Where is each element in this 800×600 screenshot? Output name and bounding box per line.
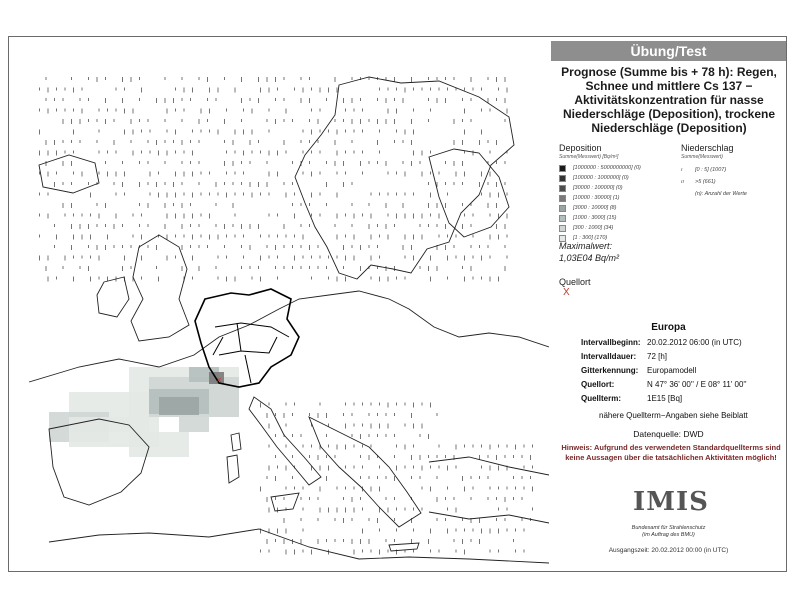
legend-label: [300 : 1000] (34)	[573, 225, 614, 231]
imis-logo	[616, 487, 726, 523]
legend-label: [100000 : 1000000] (0)	[573, 175, 629, 181]
legend-swatch	[559, 205, 566, 212]
info-value: 20.02.2012 06:00 (in UTC)	[647, 338, 742, 347]
scandinavia-coast	[295, 77, 514, 279]
info-key: Intervalldauer:	[581, 352, 637, 361]
info-key: Intervallbeginn:	[581, 338, 641, 347]
agency-line: (im Auftrag des BMU)	[642, 532, 695, 538]
legend-swatch	[559, 175, 566, 182]
legend-swatch	[559, 165, 566, 172]
deposition-cell	[129, 432, 189, 457]
deposition-cells	[49, 367, 239, 457]
north-africa-coast	[49, 529, 549, 563]
legend-label: >5 (661)	[695, 179, 716, 185]
info-key: Gitterkennung:	[581, 366, 639, 375]
source-location-label: Quellort	[559, 277, 591, 287]
deposition-cell	[159, 397, 199, 415]
legend-swatch	[559, 225, 566, 232]
legend-label: [3000 : 10000] (8)	[573, 205, 617, 211]
legend-label: [1 : 300] (170)	[573, 235, 608, 241]
title-line: Aktivitätskonzentration für nasse	[574, 93, 764, 107]
precipitation-marks	[40, 77, 533, 555]
legend-label: [0 : 5] (1007)	[695, 167, 727, 173]
italy-coast	[249, 397, 321, 485]
source-term-note: nähere Quellterm−Angaben siehe Beiblatt	[599, 411, 748, 420]
map-frame	[8, 36, 787, 572]
title-line: Prognose (Summe bis + 78 h): Regen,	[561, 65, 777, 79]
agency-line: Bundesamt für Strahlenschutz	[631, 525, 706, 531]
rain-symbol-icon: ı	[681, 167, 683, 173]
legend-swatch	[559, 215, 566, 222]
sardinia	[227, 455, 239, 483]
turkey-coast	[429, 457, 549, 475]
legend-label: (n): Anzahl der Werte	[695, 191, 747, 197]
british-isles	[131, 235, 189, 341]
crete	[389, 543, 419, 551]
finland-coast	[429, 149, 509, 237]
exercise-banner: Übung/Test	[551, 41, 786, 61]
balkan-coast	[309, 417, 421, 527]
logo-text: IMIS	[633, 487, 709, 517]
deposition-cell	[179, 417, 209, 432]
info-value: 72 [h]	[647, 352, 668, 361]
title-line: Schnee und mittlere Cs 137 −	[585, 79, 753, 93]
precipitation-legend-title: Niederschlag	[681, 143, 734, 153]
deposition-legend-subtitle: Summe(Messwert) [Bq/m²]	[559, 154, 619, 160]
info-key: Quellterm:	[581, 394, 622, 403]
coastlines	[29, 77, 549, 563]
data-source: Datenquelle: DWD	[633, 429, 704, 439]
legend-swatch	[559, 195, 566, 202]
precipitation-legend-row	[681, 179, 716, 185]
issue-time: Ausgangszeit: 20.02.2012 00:00 (in UTC)	[608, 547, 729, 554]
region-name: Europa	[651, 322, 686, 333]
sicily	[271, 493, 299, 511]
deposition-legend-title: Deposition	[559, 143, 602, 153]
corsica	[231, 433, 241, 451]
legend-panel	[551, 37, 786, 571]
info-key: Quellort:	[581, 380, 615, 389]
info-value: 1E15 [Bq]	[647, 394, 683, 403]
turkey-south	[429, 512, 549, 523]
title-line: Niederschläge (Deposition)	[591, 121, 747, 135]
europe-map	[9, 37, 549, 571]
legend-label: [1000 : 3000] (15)	[573, 215, 617, 221]
ireland	[97, 277, 129, 317]
legend-label: [10000 : 30000] (1)	[573, 195, 620, 201]
map-title	[557, 65, 781, 135]
info-value: N 47° 36' 00'' / E 08° 11' 00''	[647, 380, 747, 389]
precipitation-legend-subtitle: Summe(Messwert)	[681, 154, 723, 160]
legend-label: [30000 : 100000] (0)	[573, 185, 623, 191]
source-marker-icon: ×	[216, 375, 222, 385]
max-value: 1,03E04 Bq/m²	[559, 253, 620, 263]
precipitation-legend-row	[681, 167, 726, 173]
source-location-marker-icon: X	[563, 287, 570, 298]
max-value-label: Maximalwert:	[559, 241, 613, 251]
precipitation-legend-row	[681, 191, 747, 197]
legend-label: [1000000 : 5000000000] (0)	[573, 165, 641, 171]
info-value: Europamodell	[647, 366, 697, 375]
rain-symbol-icon: ıı	[681, 179, 685, 185]
disclaimer-note: Hinweis: Aufgrund des verwendeten Standardquellterms sind keine Aussagen über die tatsächlichen Aktivitäten möglich!	[561, 443, 781, 462]
legend-swatch	[559, 185, 566, 192]
agency-credit	[551, 525, 786, 539]
title-line: Niederschläge (Deposition), trockene	[562, 107, 776, 121]
